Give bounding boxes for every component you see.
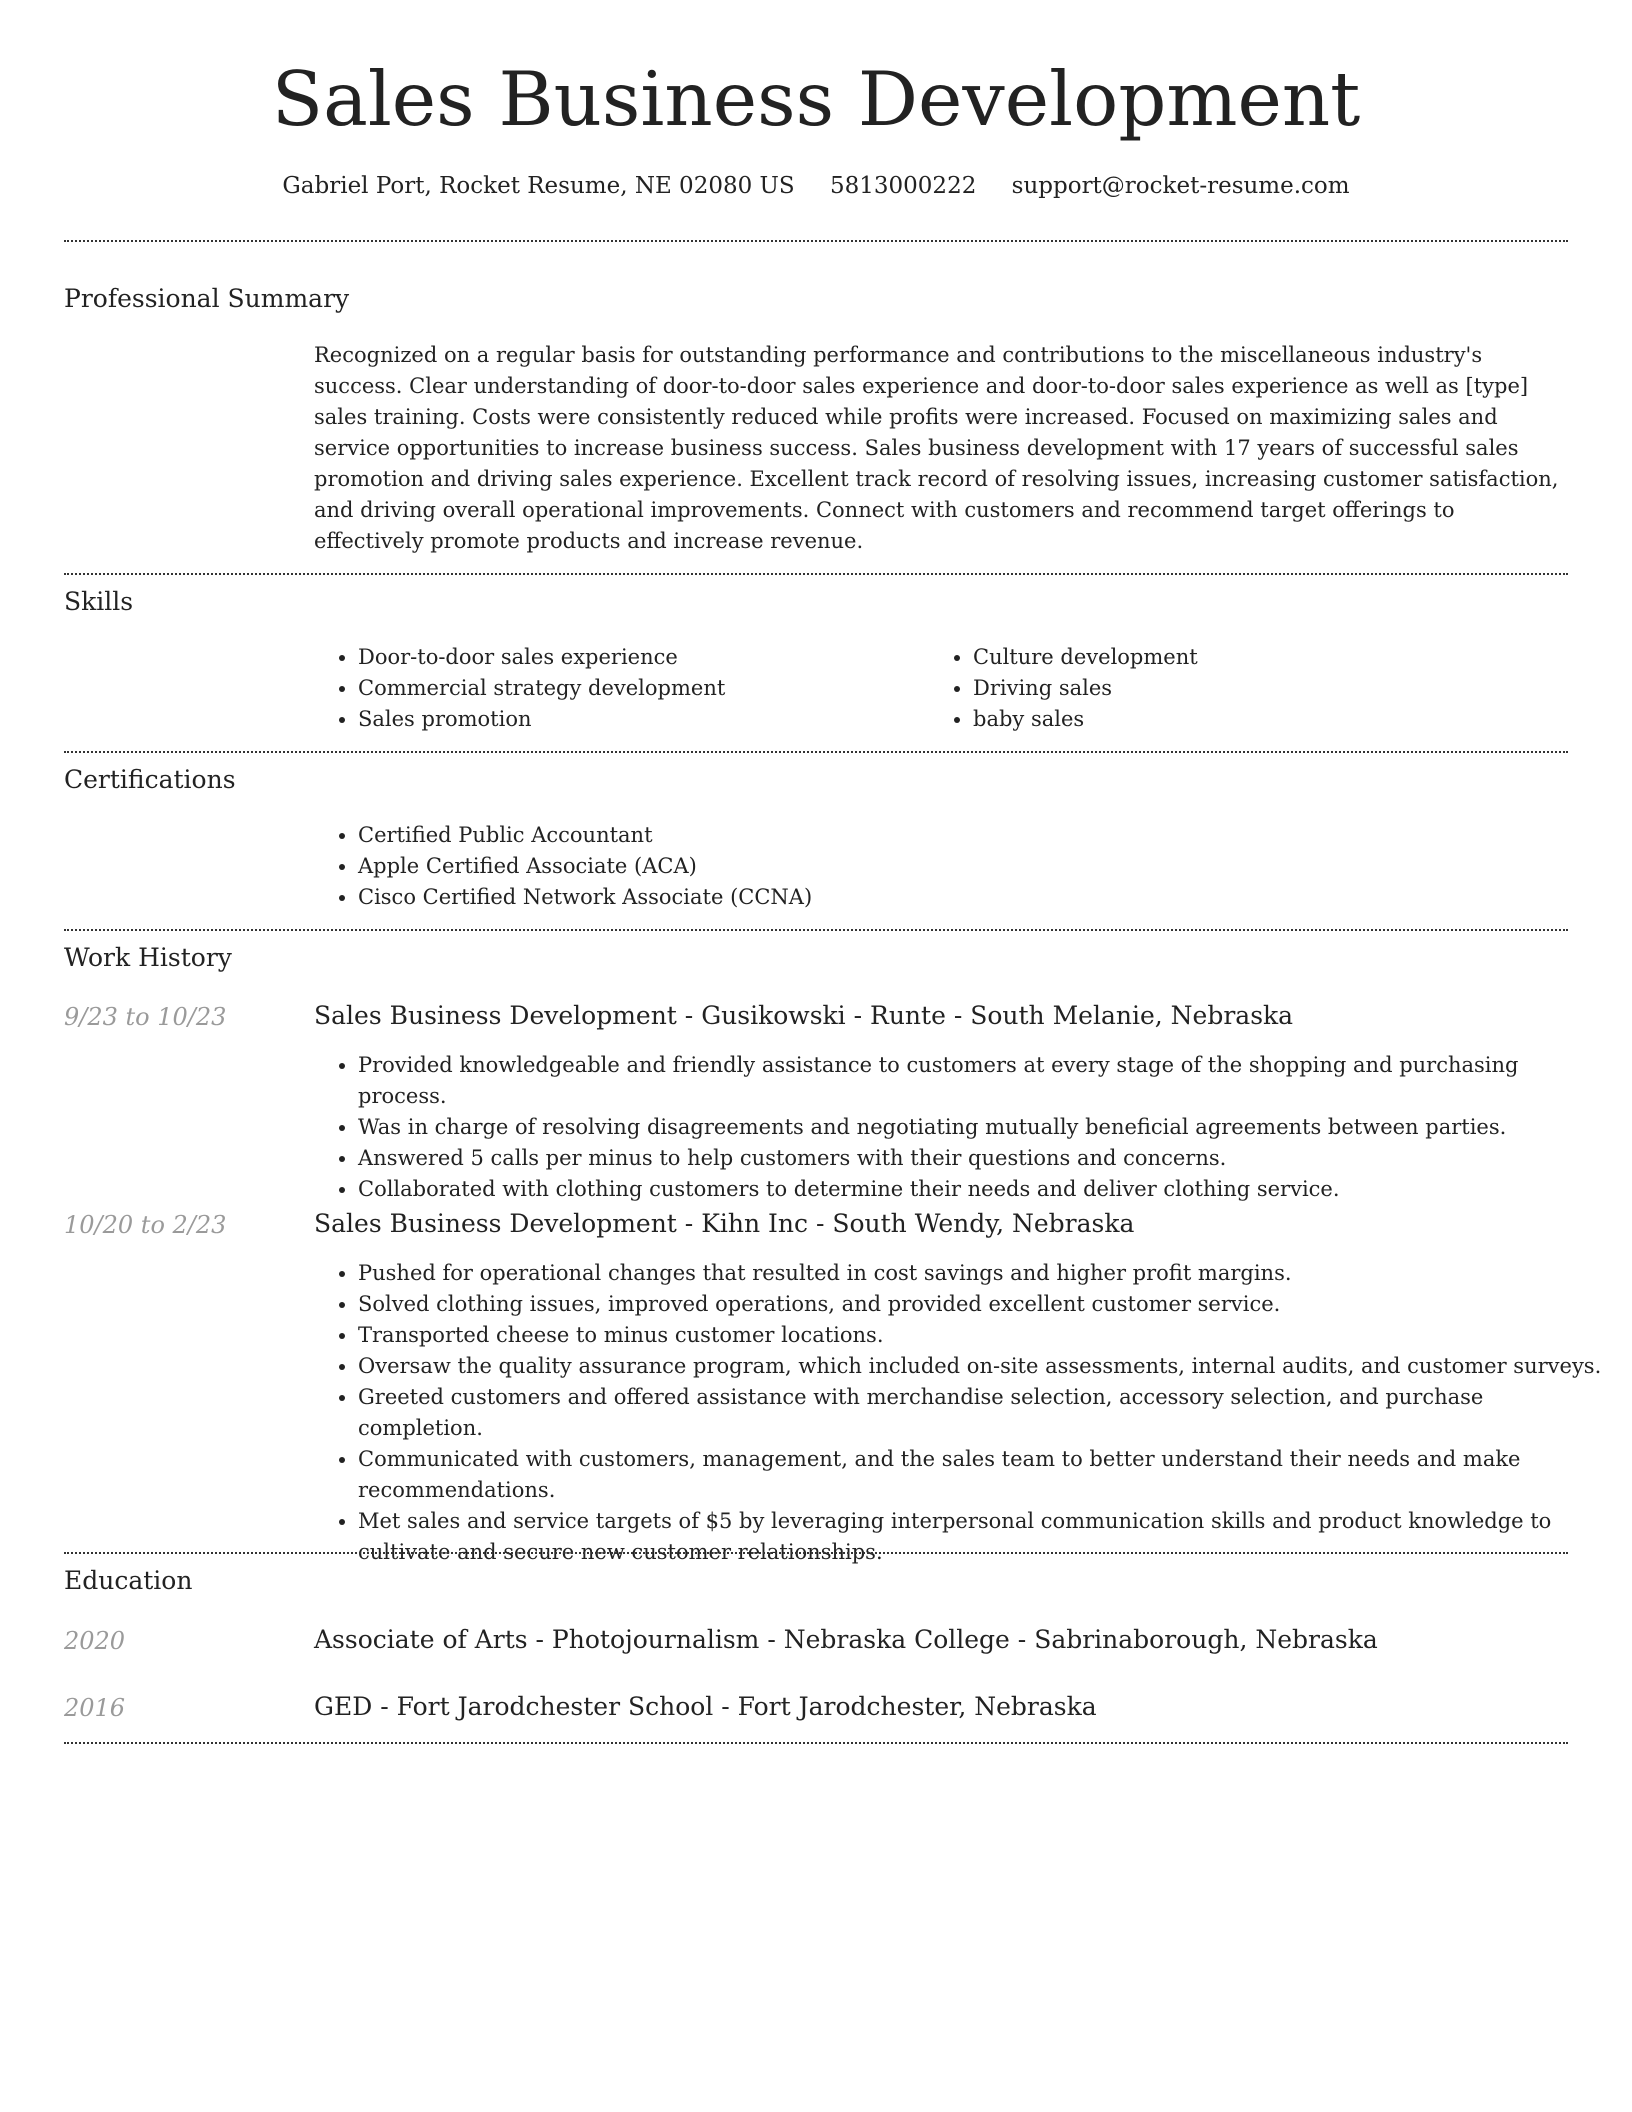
job-bullet: • Provided knowledgeable and friendly assistance to customers at every stage of the shopping and purchasing process. [358,1050,1612,1112]
job-bullet: • Answered 5 calls per minus to help customers with their questions and concerns. [358,1143,1612,1174]
section-title-certifications: Certifications [64,765,236,794]
job-bullet: • Communicated with customers, management, and the sales team to better understand their needs and make recommendations. [358,1444,1612,1506]
summary-section [314,340,1568,557]
job-bullet: • Greeted customers and offered assistance with merchandise selection, accessory selection, and purchase completion. [358,1382,1612,1444]
skill-item: • Driving sales [973,673,1573,704]
section-title-skills: Skills [64,587,134,616]
job-dates: 10/20 to 2/23 [64,1211,227,1239]
certification-item: • Certified Public Accountant [358,820,1558,851]
divider [64,751,1568,753]
job-bullets [314,1050,1612,1205]
contact-address: Gabriel Port, Rocket Resume, NE 02080 US [282,173,795,199]
certification-item: • Cisco Certified Network Associate (CCNA) [358,882,1558,913]
section-title-summary: Professional Summary [64,284,350,313]
job-bullet: • Collaborated with clothing customers to determine their needs and deliver clothing service. [358,1174,1612,1205]
job-title: Sales Business Development - Kihn Inc - South Wendy, Nebraska [314,1209,1135,1238]
skill-item: • Commercial strategy development [358,673,918,704]
contact-phone: 5813000222 [830,173,977,199]
job-bullet: • Met sales and service targets of $5 by leveraging interpersonal communication skills and product knowledge to cultivate and secure new customer relationships. [358,1506,1612,1568]
education-degree: Associate of Arts - Photojournalism - Nebraska College - Sabrinaborough, Nebraska [314,1625,1378,1654]
certification-item: • Apple Certified Associate (ACA) [358,851,1558,882]
education-degree: GED - Fort Jarodchester School - Fort Jarodchester, Nebraska [314,1692,1097,1721]
education-year: 2020 [64,1627,126,1655]
skill-item: • Door-to-door sales experience [358,642,918,673]
skill-item: • Culture development [973,642,1573,673]
contact-line [64,170,1568,202]
job-bullet: • Solved clothing issues, improved operations, and provided excellent customer service. [358,1289,1612,1320]
skill-item: • baby sales [973,704,1573,735]
job-bullet: • Pushed for operational changes that resulted in cost savings and higher profit margins. [358,1258,1612,1289]
skill-item: • Sales promotion [358,704,918,735]
job-bullets [314,1258,1612,1568]
divider [64,573,1568,575]
job-bullet: • Transported cheese to minus customer locations. [358,1320,1612,1351]
job-bullet: • Was in charge of resolving disagreements and negotiating mutually beneficial agreements between parties. [358,1112,1612,1143]
section-title-work-history: Work History [64,943,232,972]
contact-email: support@rocket-resume.com [1011,173,1350,199]
education-year: 2016 [64,1694,126,1722]
divider [64,240,1568,242]
section-title-education: Education [64,1566,193,1595]
job-dates: 9/23 to 10/23 [64,1003,227,1031]
skills-list-right [929,642,1573,735]
skills-list-left [314,642,918,735]
certifications-list [314,820,1558,913]
job-bullet: • Oversaw the quality assurance program, which included on-site assessments, internal audits, and customer surveys. [358,1351,1612,1382]
resume-name: Sales Business Development [271,55,1361,143]
divider [64,1552,1568,1554]
divider [64,929,1568,931]
divider [64,1742,1568,1744]
summary-text: Recognized on a regular basis for outstanding performance and contributions to the miscellaneous industry's success. Clear understanding of door-to-door sales experience and door-to-door sales experience as well as [type] sales training. Costs were consistently reduced while profits were increased. Focused on maximizing sales and service opportunities to increase business success. Sales business development with 17 years of successful sales promotion and driving sales experience. Excellent track record of resolving issues, increasing customer satisfaction, and driving overall operational improvements. Connect with customers and recommend target offerings to effectively promote products and increase revenue. [314,343,1559,553]
job-title: Sales Business Development - Gusikowski - Runte - South Melanie, Nebraska [314,1001,1294,1030]
